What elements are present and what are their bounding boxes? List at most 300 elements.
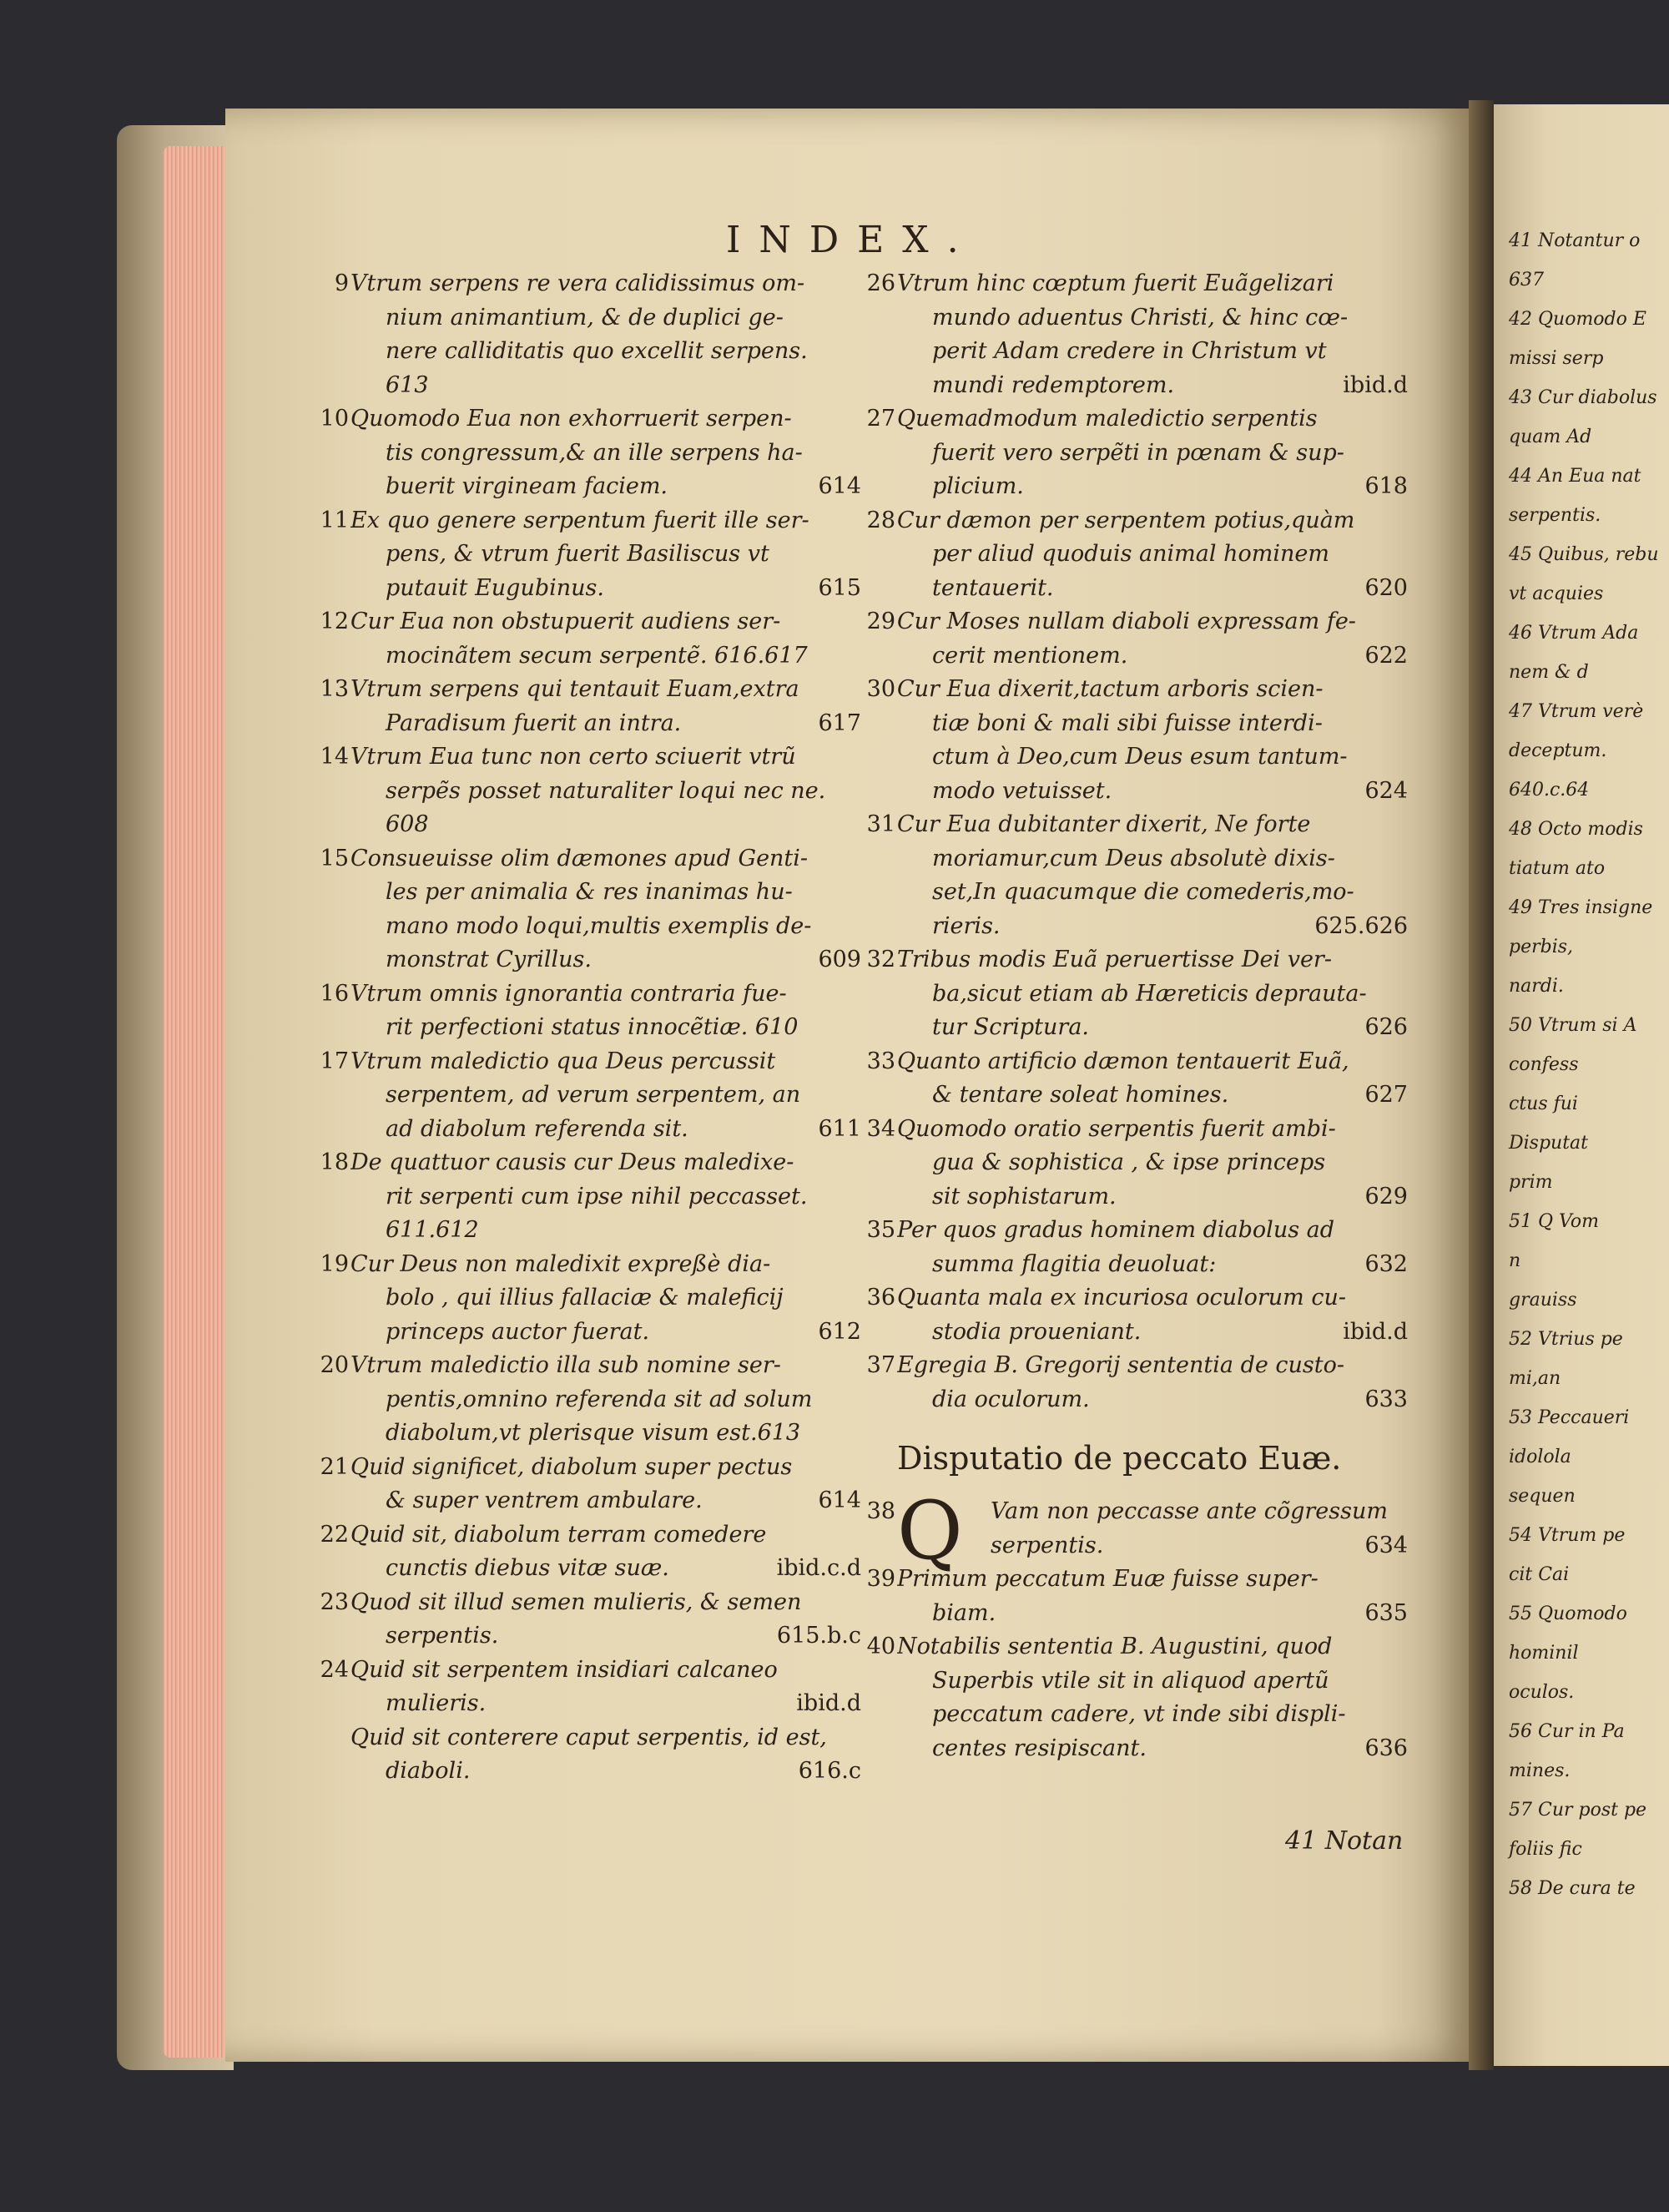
entry-line <box>350 504 868 538</box>
entry-line-text: stodia proueniant. <box>932 1318 1142 1345</box>
index-column-right <box>866 267 1414 1765</box>
index-entry <box>866 605 1414 673</box>
entry-line <box>897 707 1414 741</box>
entry-number: 9 <box>334 270 349 296</box>
index-entry <box>320 402 868 504</box>
entry-number: 14 <box>320 744 349 770</box>
entry-number: 21 <box>320 1453 349 1480</box>
entry-line-text: 608 <box>386 811 429 837</box>
entry-line-text: cerit mentionem. <box>932 642 1128 669</box>
entry-line-text: Quemadmodum maledictio serpentis <box>897 406 1318 432</box>
entry-line <box>897 402 1414 437</box>
facing-page-fragment: hominil <box>1509 1643 1579 1664</box>
index-entry <box>866 943 1414 1045</box>
index-column-left <box>320 267 868 1789</box>
facing-page-fragment: 51 Q Vom <box>1509 1211 1599 1232</box>
entry-number: 23 <box>320 1588 349 1615</box>
entry-line-text: Cur dæmon per serpentem potius,quàm <box>897 507 1355 533</box>
facing-page-fragment: idolola <box>1509 1447 1571 1467</box>
entry-number: 33 <box>866 1048 895 1074</box>
entry-line <box>897 267 1414 301</box>
entry-line <box>897 943 1414 977</box>
entry-line <box>897 1214 1414 1248</box>
facing-page-fragment: 56 Cur in Pa <box>1509 1721 1625 1742</box>
entry-line-text: nere calliditatis quo excellit serpens. <box>386 338 808 364</box>
page-reference: 633 <box>1364 1386 1408 1412</box>
entry-number: 10 <box>320 406 349 432</box>
entry-line-text: Tribus modis Euã peruertisse Dei ver- <box>897 947 1332 972</box>
entry-line-text: Superbis vtile sit in aliquod apertũ <box>932 1667 1329 1694</box>
entry-line <box>897 572 1414 606</box>
entry-line <box>350 1316 868 1350</box>
index-entry <box>866 808 1414 943</box>
facing-page-fragment: mines. <box>1509 1760 1571 1781</box>
entry-line <box>350 842 868 876</box>
entry-line-text: princeps auctor fuerat. <box>386 1318 650 1345</box>
entry-number: 20 <box>320 1352 349 1378</box>
entry-line-text: rieris. <box>932 912 1001 939</box>
entry-number: 11 <box>320 507 349 533</box>
entry-line-text: Consueuisse olim dæmones apud Genti- <box>350 845 809 871</box>
entry-line-text: tentauerit. <box>932 574 1054 601</box>
facing-page-fragment: prim <box>1509 1172 1553 1193</box>
entry-line <box>350 740 868 775</box>
entry-number: 40 <box>866 1634 895 1659</box>
entry-line <box>350 673 868 707</box>
facing-page-fragment: 55 Quomodo <box>1509 1603 1627 1624</box>
entry-line-text: & super ventrem ambulare. <box>386 1487 703 1513</box>
page-reference: 614 <box>818 473 861 499</box>
entry-line <box>350 808 868 842</box>
entry-line <box>897 1732 1414 1766</box>
facing-page-fragment: nem & d <box>1509 662 1589 683</box>
catchword: 41 Notan <box>1285 1826 1404 1856</box>
entry-line <box>897 1349 1414 1383</box>
entry-line-text: plicium. <box>932 473 1024 499</box>
page-reference: 626 <box>1364 1014 1408 1040</box>
entry-line-text: Quid sit conterere caput serpentis, id est, <box>350 1724 827 1750</box>
entry-line-text: nium animantium, & de duplici ge- <box>386 304 784 331</box>
index-entry <box>320 1586 868 1654</box>
facing-page-fragment: 57 Cur post pe <box>1509 1800 1647 1821</box>
entry-line-text: serpentem, ad verum serpentem, an <box>386 1082 801 1108</box>
index-entry <box>866 1630 1414 1765</box>
entry-number: 13 <box>320 676 349 702</box>
facing-page-fragment: 54 Vtrum pe <box>1509 1525 1626 1546</box>
entry-line-text: Vtrum omnis ignorantia contraria fue- <box>350 980 787 1007</box>
page-reference: 635 <box>1364 1599 1408 1626</box>
facing-page-fragment: quam Ad <box>1509 427 1592 447</box>
entry-line-text: fuerit vero serpẽti in pœnam & sup- <box>932 439 1344 466</box>
entry-line-text: 613 <box>386 371 429 398</box>
index-entry <box>866 1484 1414 1578</box>
entry-line <box>350 402 868 437</box>
entry-line <box>897 1698 1414 1732</box>
index-entry <box>320 1146 868 1248</box>
entry-line <box>350 1619 868 1654</box>
entry-line-text: Vtrum hinc cœptum fuerit Euãgelizari <box>897 270 1334 296</box>
entry-line-text: rit serpenti cum ipse nihil peccasset. <box>386 1183 808 1210</box>
entry-line-text: & tentare soleat homines. <box>932 1082 1229 1108</box>
index-entry <box>866 1563 1414 1630</box>
entry-line <box>350 707 868 741</box>
entry-line-text: Quomodo oratio serpentis fuerit ambi- <box>897 1115 1336 1142</box>
facing-page-fragment: vt acquies <box>1509 583 1604 604</box>
entry-line <box>897 639 1414 674</box>
index-entry <box>320 1451 868 1518</box>
entry-line-text: tiæ boni & mali sibi fuisse interdi- <box>932 710 1323 736</box>
page-reference: 624 <box>1364 777 1408 804</box>
entry-line <box>897 504 1414 538</box>
entry-line <box>897 842 1414 876</box>
entry-line-text: Quid significet, diabolum super pectus <box>350 1453 793 1480</box>
entry-line-text: Cur Eua dixerit,tactum arboris scien- <box>897 676 1324 702</box>
entry-line <box>897 1563 1414 1597</box>
entry-line-text: Per quos gradus hominem diabolus ad <box>897 1217 1335 1243</box>
index-entry <box>320 1654 868 1721</box>
entry-line <box>897 1529 1414 1563</box>
entry-line <box>350 1755 868 1789</box>
entry-line-text: mocinãtem secum serpentẽ. 616.617 <box>386 642 808 669</box>
entry-line <box>350 1654 868 1688</box>
entry-line <box>897 1664 1414 1699</box>
entry-line-text: pens, & vtrum fuerit Basiliscus vt <box>386 541 769 567</box>
entry-line <box>897 977 1414 1012</box>
entry-line-text: peccatum cadere, vt inde sibi displi- <box>932 1701 1346 1727</box>
index-entry <box>866 1214 1414 1281</box>
entry-line <box>897 876 1414 910</box>
entry-line-text: mundi redemptorem. <box>932 371 1175 398</box>
facing-page-fragment: mi,an <box>1509 1368 1561 1389</box>
index-entry <box>334 267 868 402</box>
entry-line <box>350 301 868 336</box>
page-reference: 618 <box>1364 473 1408 499</box>
entry-number: 34 <box>866 1115 895 1142</box>
entry-line-text: Vtrum maledictio illa sub nomine ser- <box>350 1352 781 1378</box>
entry-line <box>897 1248 1414 1282</box>
page-reference: 620 <box>1364 574 1408 601</box>
entry-line <box>350 1721 868 1755</box>
index-entry <box>866 1113 1414 1215</box>
entry-line-text: serpẽs posset naturaliter loqui nec ne. <box>386 777 826 804</box>
page-reference: ibid.d <box>796 1690 861 1716</box>
entry-number: 17 <box>320 1048 349 1074</box>
entry-line <box>897 740 1414 775</box>
facing-page-fragment: 58 De cura te <box>1509 1878 1636 1899</box>
entry-line <box>350 1113 868 1147</box>
entry-line <box>897 1281 1414 1316</box>
section-heading: Disputatio de peccato Euæ. <box>897 1440 1342 1477</box>
entry-line <box>897 437 1414 471</box>
entry-line <box>897 1078 1414 1113</box>
entry-line <box>897 1045 1414 1079</box>
index-entry <box>866 504 1414 606</box>
index-entry <box>866 1349 1414 1417</box>
entry-number: 39 <box>866 1566 895 1592</box>
entry-line-text: Quanto artificio dæmon tentauerit Euã, <box>897 1048 1349 1074</box>
facing-page-fragment: serpentis. <box>1509 505 1601 526</box>
entry-line-text: summa flagitia deuoluat: <box>932 1250 1217 1277</box>
entry-line-text: Quid sit serpentem insidiari calcaneo <box>350 1656 778 1683</box>
entry-line <box>897 1383 1414 1417</box>
entry-line <box>897 301 1414 336</box>
entry-line <box>897 1011 1414 1045</box>
entry-line-text: De quattuor causis cur Deus maledixe- <box>350 1149 794 1175</box>
entry-line <box>350 1214 868 1248</box>
page-reference: ibid.d <box>1343 371 1408 398</box>
facing-page-fragment: 53 Peccaueri <box>1509 1407 1630 1428</box>
page-reference: 611 <box>818 1115 861 1142</box>
entry-line-text: pentis,omnino referenda sit ad solum <box>386 1386 813 1412</box>
entry-line <box>897 1146 1414 1180</box>
entry-line-text: Quomodo Eua non exhorruerit serpen- <box>350 406 792 432</box>
entry-line-text: Cur Moses nullam diaboli expressam fe- <box>897 609 1356 634</box>
page-reference: ibid.c.d <box>776 1555 861 1581</box>
entry-line-text: Notabilis sententia B. Augustini, quod <box>897 1634 1333 1659</box>
entry-number: 26 <box>866 270 895 296</box>
facing-page-fragment: cit Cai <box>1509 1564 1570 1585</box>
page-reference: 632 <box>1364 1250 1408 1277</box>
facing-page-fragment: deceptum. <box>1509 740 1607 761</box>
entry-line-text: diaboli. <box>386 1758 471 1784</box>
index-entry <box>866 1281 1414 1349</box>
page-reference: 629 <box>1364 1183 1408 1210</box>
entry-line-text: Vtrum serpens qui tentauit Euam,extra <box>350 676 799 702</box>
entry-line <box>350 639 868 674</box>
entry-line-text: per aliud quoduis animal hominem <box>932 541 1329 567</box>
entry-number: 36 <box>866 1285 895 1311</box>
entry-line-text: dia oculorum. <box>932 1386 1090 1412</box>
page-reference: 614 <box>818 1487 861 1513</box>
entry-line <box>897 673 1414 707</box>
page-header-index: INDEX. <box>726 219 977 261</box>
entry-line <box>897 470 1414 504</box>
entry-line-text: Quanta mala ex incuriosa oculorum cu- <box>897 1285 1346 1311</box>
entry-line-text: Vtrum Eua tunc non certo sciuerit vtrũ <box>350 744 796 770</box>
entry-line-text: ba,sicut etiam ab Hæreticis deprauta- <box>932 980 1367 1007</box>
entry-line-text: moriamur,cum Deus absolutè dixis- <box>932 845 1335 871</box>
entry-line <box>350 437 868 471</box>
entry-number: 28 <box>866 507 895 533</box>
page-reference: 615 <box>818 574 861 601</box>
entry-line <box>350 1484 868 1518</box>
entry-line <box>350 1248 868 1282</box>
page-reference: 625.626 <box>1314 912 1408 939</box>
entry-line-text: mulieris. <box>386 1690 487 1716</box>
drop-cap-letter: Q <box>897 1484 963 1578</box>
entry-line-text: ad diabolum referenda sit. <box>386 1115 688 1142</box>
entry-line <box>350 1180 868 1215</box>
facing-page-fragment: 42 Quomodo E <box>1509 309 1646 330</box>
index-entry <box>350 1721 868 1789</box>
index-entry <box>320 1248 868 1350</box>
entry-line-text: mundo aduentus Christi, & hinc cœ- <box>932 304 1349 331</box>
entry-line-text: diabolum,vt plerisque visum est.613 <box>386 1420 801 1446</box>
entry-line-text: Vtrum serpens re vera calidissimus om- <box>350 270 805 296</box>
entry-number: 27 <box>866 406 895 432</box>
index-entry <box>320 740 868 842</box>
index-entry <box>866 1045 1414 1113</box>
entry-line-text: monstrat Cyrillus. <box>386 947 592 972</box>
entry-line-text: Egregia B. Gregorij sententia de custo- <box>897 1352 1345 1378</box>
entry-line <box>350 1586 868 1620</box>
facing-page-fragment: Disputat <box>1509 1133 1589 1154</box>
facing-page-fragment: nardi. <box>1509 976 1564 997</box>
entry-line-text: buerit virgineam faciem. <box>386 473 668 499</box>
entry-line <box>350 876 868 910</box>
entry-line <box>350 605 868 639</box>
page-reference: 609 <box>818 947 861 972</box>
index-entry <box>320 673 868 740</box>
entry-line <box>350 1011 868 1045</box>
facing-page-fragment: 41 Notantur o <box>1509 230 1641 251</box>
entry-line-text: tis congressum,& an ille serpens ha- <box>386 439 803 466</box>
facing-page-fragment: grauiss <box>1509 1290 1577 1311</box>
facing-page-fragment: confess <box>1509 1054 1579 1075</box>
entry-line-text: centes resipiscant. <box>932 1735 1147 1761</box>
entry-number: 32 <box>866 947 895 972</box>
right-page <box>1494 104 1669 2066</box>
page-reference: 622 <box>1364 642 1408 669</box>
entry-number: 29 <box>866 609 895 634</box>
facing-page-fragment: 640.c.64 <box>1509 780 1590 800</box>
facing-page-fragment: 48 Octo modis <box>1509 819 1643 840</box>
page-reference: 627 <box>1364 1082 1408 1108</box>
index-entry <box>320 605 868 673</box>
entry-line-text: Primum peccatum Euæ fuisse super- <box>897 1566 1319 1592</box>
entry-line-text: modo vetuisset. <box>932 777 1112 804</box>
entry-line <box>897 775 1414 809</box>
facing-page-fragment: 43 Cur diabolus <box>1509 387 1657 408</box>
facing-page-fragment: 44 An Eua nat <box>1509 466 1641 487</box>
facing-page-fragment: ctus fui <box>1509 1093 1578 1114</box>
entry-line-text: serpentis. <box>386 1623 499 1649</box>
entry-line-text: tur Scriptura. <box>932 1014 1089 1040</box>
entry-line <box>897 1630 1414 1664</box>
entry-line <box>897 1113 1414 1147</box>
index-entry <box>320 977 868 1045</box>
facing-page-fragment: 47 Vtrum verè <box>1509 701 1644 722</box>
entry-line <box>350 1146 868 1180</box>
facing-page-fragment: foliis fic <box>1509 1839 1582 1860</box>
entry-line <box>350 1518 868 1553</box>
entry-line-text: serpentis. <box>991 1532 1104 1558</box>
entry-line-text: Cur Eua non obstupuerit audiens ser- <box>350 609 781 634</box>
facing-page-fragment: sequen <box>1509 1486 1576 1507</box>
entry-line <box>350 335 868 369</box>
page-reference: 612 <box>818 1318 861 1345</box>
entry-line <box>350 1078 868 1113</box>
index-entry <box>866 267 1414 402</box>
page-reference: 615.b.c <box>776 1623 861 1649</box>
index-entry <box>320 504 868 606</box>
entry-line-text: ctum à Deo,cum Deus esum tantum- <box>932 744 1348 770</box>
entry-line-text: Vam non peccasse ante cõgressum <box>991 1498 1388 1524</box>
index-entry <box>320 842 868 977</box>
entry-line <box>897 538 1414 572</box>
facing-page-fragment: n <box>1509 1250 1521 1271</box>
entry-line <box>350 369 868 403</box>
index-entry <box>320 1349 868 1451</box>
facing-page-fragment: tiatum ato <box>1509 858 1606 879</box>
page-reference: 616.c <box>798 1758 861 1784</box>
index-entry <box>866 673 1414 808</box>
entry-line-text: putauit Eugubinus. <box>386 574 604 601</box>
facing-page-fragment: 637 <box>1509 270 1544 290</box>
page-reference: 636 <box>1364 1735 1408 1761</box>
entry-line <box>897 1180 1414 1215</box>
entry-line-text: Cur Deus non maledixit expreßè dia- <box>350 1250 771 1277</box>
entry-line-text: perit Adam credere in Christum vt <box>932 338 1327 364</box>
entry-line-text: 611.612 <box>386 1217 479 1243</box>
entry-line-text: set,In quacumque die comederis,mo- <box>932 879 1354 905</box>
entry-line-text: Quid sit, diabolum terram comedere <box>350 1521 767 1548</box>
entry-line-text: mano modo loqui,multis exemplis de- <box>386 912 812 939</box>
book-gutter <box>1469 100 1494 2070</box>
facing-page-fragment: missi serp <box>1509 348 1604 369</box>
entry-line <box>350 775 868 809</box>
entry-line <box>350 943 868 977</box>
entry-line <box>897 1597 1414 1631</box>
entry-line <box>350 1045 868 1079</box>
entry-line <box>350 267 868 301</box>
entry-line <box>350 470 868 504</box>
entry-line-text: cunctis diebus vitæ suæ. <box>386 1555 669 1581</box>
entry-line <box>897 910 1414 944</box>
entry-number: 22 <box>320 1521 349 1548</box>
entry-line <box>350 1687 868 1721</box>
entry-line-text: Cur Eua dubitanter dixerit, Ne forte <box>897 811 1311 837</box>
entry-number: 18 <box>320 1149 349 1175</box>
index-entry <box>320 1045 868 1147</box>
entry-line <box>350 1552 868 1586</box>
entry-line <box>350 1383 868 1417</box>
entry-line <box>350 910 868 944</box>
page-reference: 634 <box>1364 1532 1408 1558</box>
index-entry <box>320 1518 868 1586</box>
facing-page-fragment: 45 Quibus, rebu <box>1509 544 1659 565</box>
facing-page-fragment: 50 Vtrum si A <box>1509 1015 1637 1036</box>
entry-line <box>897 808 1414 842</box>
entry-line-text: biam. <box>932 1599 996 1626</box>
entry-number: 31 <box>866 811 895 837</box>
page-reference: ibid.d <box>1343 1318 1408 1345</box>
entry-line <box>350 1349 868 1383</box>
entry-line <box>897 335 1414 369</box>
entry-number: 24 <box>320 1656 349 1683</box>
entry-line <box>350 1281 868 1316</box>
entry-line <box>897 1316 1414 1350</box>
entry-number: 19 <box>320 1250 349 1277</box>
entry-line <box>350 1451 868 1485</box>
entry-number: 37 <box>866 1352 895 1378</box>
entry-line <box>897 1495 1414 1529</box>
facing-page-fragment: perbis, <box>1509 937 1574 957</box>
entry-line <box>897 605 1414 639</box>
entry-line <box>350 538 868 572</box>
entry-line-text: bolo , qui illius fallaciæ & maleficij <box>386 1285 784 1311</box>
entry-number: 30 <box>866 676 895 702</box>
entry-line-text: gua & sophistica , & ipse princeps <box>932 1149 1326 1175</box>
entry-number: 38 <box>866 1498 895 1524</box>
entry-number: 15 <box>320 845 349 871</box>
entry-line-text: Ex quo genere serpentum fuerit ille ser- <box>350 507 809 533</box>
entry-line-text: sit sophistarum. <box>932 1183 1117 1210</box>
entry-line-text: Paradisum fuerit an intra. <box>386 710 682 736</box>
entry-line-text: Quod sit illud semen mulieris, & semen <box>350 1588 802 1615</box>
entry-number: 12 <box>320 609 349 634</box>
entry-line <box>897 369 1414 403</box>
